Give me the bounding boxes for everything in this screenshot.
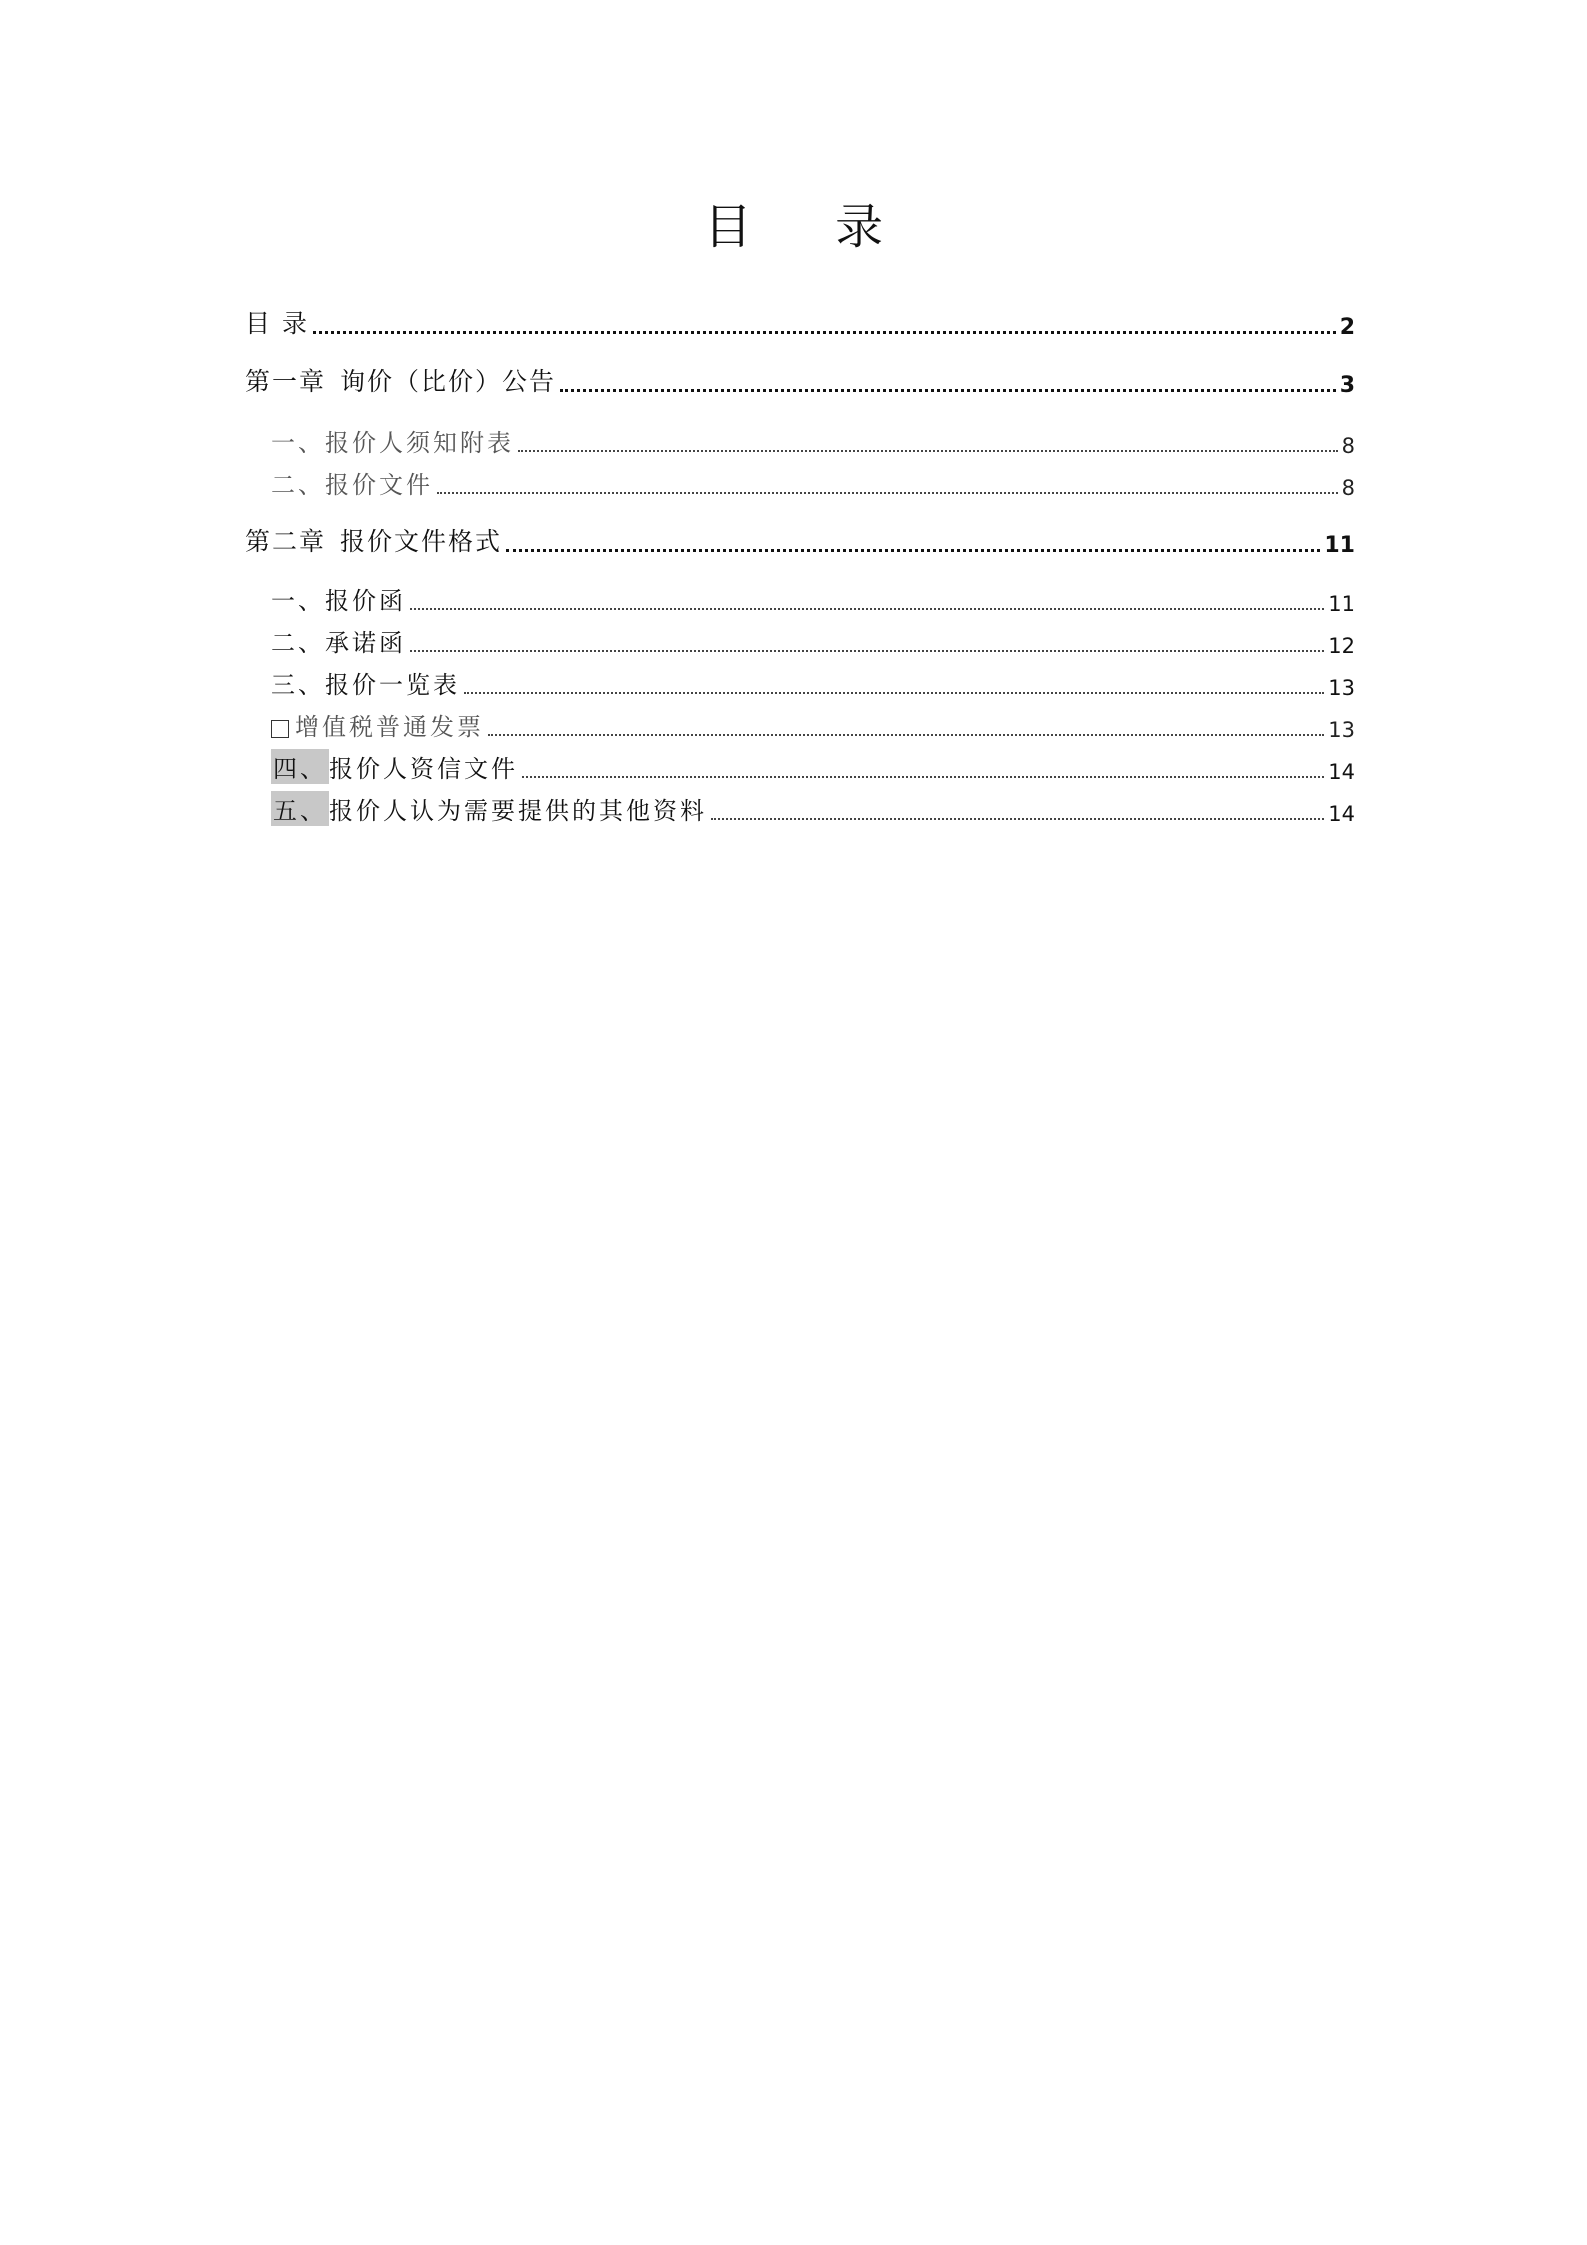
toc-page-number: 14 [1328,802,1355,826]
dot-leader [711,818,1324,820]
dot-leader [410,608,1324,610]
page-title: 目 录 [703,199,918,255]
toc-entry-label [271,749,518,784]
toc-page-number: 11 [1328,592,1355,616]
chapter-title: 询价（比价）公告 [340,367,557,396]
toc-entry-label [271,707,484,742]
toc-entry-label [245,522,502,558]
chapter-number: 第二章 [245,527,327,556]
checkbox-icon [271,720,289,738]
dot-leader [410,650,1324,652]
dot-leader [488,734,1324,736]
dot-leader [437,492,1338,494]
toc-entry-text: 报价人资信文件 [329,755,518,783]
toc-entry-label: 一、报价函 [271,587,406,615]
toc-entry-label: 三、报价一览表 [271,671,460,699]
toc-entry-text: 增值税普通发票 [295,713,484,741]
toc-entry-text: 报价人认为需要提供的其他资料 [329,797,707,825]
toc-entry-contents[interactable] [245,306,1355,340]
toc-page-number: 8 [1341,434,1355,458]
chapter-number: 第一章 [245,367,327,396]
dot-leader [313,331,1336,334]
dot-leader [506,549,1320,552]
toc-entry-section[interactable] [271,624,1355,658]
dot-leader [560,389,1336,392]
toc-page-number: 3 [1339,373,1355,398]
toc-page-number: 8 [1341,476,1355,500]
toc-entry-section[interactable] [271,466,1355,500]
toc-page-number: 2 [1339,315,1355,340]
toc-entry-label: 目 录 [245,309,309,338]
toc-entry-label: 二、报价文件 [271,471,433,499]
toc-page-number: 12 [1328,634,1355,658]
dot-leader [518,450,1338,452]
toc-page-number: 14 [1328,760,1355,784]
highlighted-numeral: 五、 [271,791,329,826]
toc-entry-label: 一、报价人须知附表 [271,429,514,457]
toc-entry-section[interactable] [271,424,1355,458]
toc-entry-section[interactable] [271,666,1355,700]
toc-entry-section[interactable] [271,750,1355,784]
dot-leader [522,776,1324,778]
toc-entry-section[interactable] [271,582,1355,616]
toc-page-number: 13 [1328,718,1355,742]
toc-entry-label: 二、承诺函 [271,629,406,657]
toc-page-number: 13 [1328,676,1355,700]
toc-entry-chapter-2[interactable] [245,524,1355,558]
toc-entry-label [271,791,707,826]
toc-entry-label [245,362,556,398]
toc-entry-section[interactable] [271,708,1355,742]
toc-entry-chapter-1[interactable] [245,364,1355,398]
dot-leader [464,692,1324,694]
chapter-title: 报价文件格式 [340,527,503,556]
toc-entry-section[interactable] [271,792,1355,826]
highlighted-numeral: 四、 [271,749,329,784]
toc-page-number: 11 [1324,533,1355,558]
